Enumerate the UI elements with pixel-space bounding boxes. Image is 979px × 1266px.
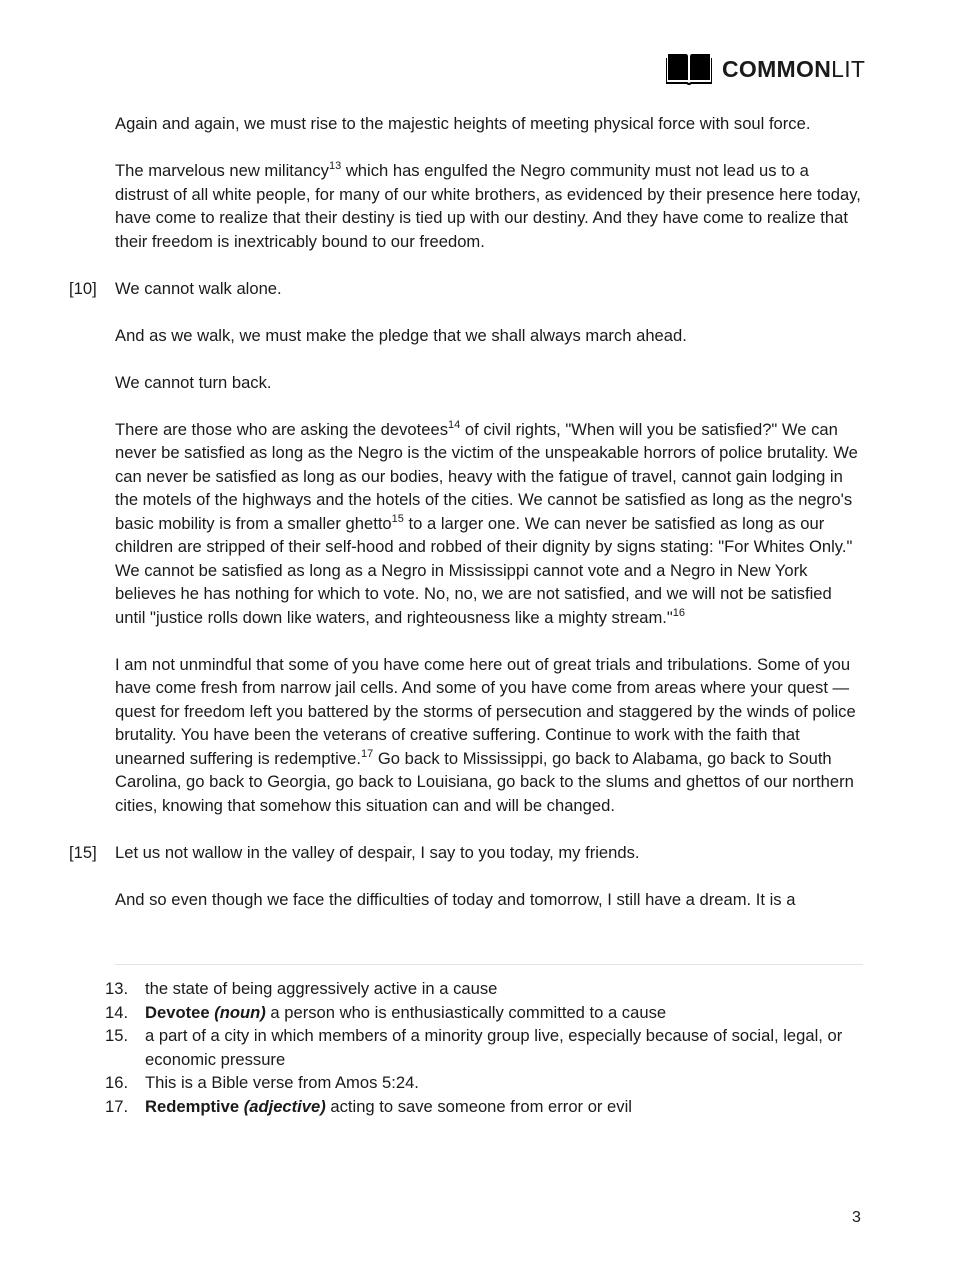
footnote-number: 16. xyxy=(105,1073,129,1092)
footnote-text: the state of being aggressively active in a cause xyxy=(145,979,498,998)
footnote-text: a part of a city in which members of a minority group live, especially because of social, legal, or economic pressure xyxy=(145,1026,843,1069)
paragraph-text: I am not unmindful that some of you have come here out of great trials and tribulations. Some of you have come fresh from narrow jail cells. And some of you have come from areas where your quest — quest for freedom left you battered by the storms of persecution and staggered by the winds of police brutality. You have been the veterans of creative suffering. Continue to work with the faith that unearned suffering is redemptive. xyxy=(115,654,856,768)
footnote-ref[interactable]: 14 xyxy=(448,418,461,431)
open-book-icon xyxy=(666,52,712,86)
paragraph-text: We cannot turn back. xyxy=(115,372,272,392)
footnote-term: Devotee xyxy=(145,1002,210,1022)
footnote-number: 14. xyxy=(105,1002,129,1022)
paragraph-number: [15] xyxy=(69,842,97,862)
paragraph xyxy=(115,159,863,253)
footnote-ref[interactable]: 16 xyxy=(672,606,686,619)
paragraph-text: And so even though we face the difficulties of today and tomorrow, I still have a dream. It is a xyxy=(115,889,796,909)
footnote-number: 15. xyxy=(105,1026,129,1045)
paragraph xyxy=(115,418,863,630)
paragraph xyxy=(69,841,863,865)
footnote-part-of-speech: (adjective) xyxy=(243,1096,326,1116)
footnote-part-of-speech: (noun) xyxy=(214,1002,266,1022)
logo-text: COMMONLIT xyxy=(722,55,866,82)
paragraph xyxy=(115,371,863,395)
paragraph-text: which has engulfed the Negro community must not lead us to a distrust of all white people, for many of our white brothers, as evidenced by their presence here today, have come to realize that their destiny is tied up with our destiny. And they have come to realize that their freedom is inextricably bound to our freedom. xyxy=(115,161,861,251)
paragraph xyxy=(115,888,863,912)
paragraph-text: of civil rights, "When will you be satisfied?" We can never be satisfied as long as the Negro is the victim of the unspeakable horrors of police brutality. We can never be satisfied as long as our bodies, heavy with the fatigue of travel, cannot gain lodging in the motels of the highways and the hotels of the cities. We cannot be satisfied as long as the negro's basic mobility is from a smaller ghetto xyxy=(115,419,858,533)
paragraph-text: Let us not wallow in the valley of despair, I say to you today, my friends. xyxy=(115,842,640,862)
paragraph xyxy=(115,653,863,818)
footnote xyxy=(105,1024,865,1071)
footnote xyxy=(105,1071,865,1095)
footnote xyxy=(105,977,865,1001)
footnote-number: 17. xyxy=(105,1096,129,1116)
footnote xyxy=(105,1095,865,1119)
paragraph-text: And as we walk, we must make the pledge that we shall always march ahead. xyxy=(115,325,687,345)
passage-body xyxy=(69,112,863,935)
paragraph-text: There are those who are asking the devotees xyxy=(115,419,449,439)
paragraph-text: Go back to Mississippi, go back to Alabama, go back to South Carolina, go back to Georgia, go back to Louisiana, go back to the slums and ghettos of our northern cities, knowing that somehow this situation can and will be changed. xyxy=(115,748,854,815)
footnote-ref[interactable]: 17 xyxy=(360,747,374,760)
paragraph xyxy=(115,112,863,136)
footnote-ref[interactable]: 13 xyxy=(328,160,342,172)
footnote-text: acting to save someone from error or evil xyxy=(325,1096,632,1116)
footnotes-list xyxy=(105,977,865,1118)
footnote-term: Redemptive xyxy=(145,1096,240,1116)
paragraph-text: Again and again, we must rise to the majestic heights of meeting physical force with soul force. xyxy=(115,114,811,133)
paragraph-text: to a larger one. We can never be satisfied as long as our children are stripped of their self-hood and robbed of their dignity by signs stating: "For Whites Only." We cannot be satisfied as long as a Negro in Mississippi cannot vote and a Negro in New York believes he has nothing for which to vote. No, no, we are not satisfied, and we will not be satisfied until "justice rolls down like waters, and righteousness like a mighty stream." xyxy=(115,513,853,627)
footnote-text: This is a Bible verse from Amos 5:24. xyxy=(145,1073,419,1092)
page-number: 3 xyxy=(852,1209,861,1226)
footnote-text: a person who is enthusiastically committed to a cause xyxy=(265,1002,667,1022)
paragraph xyxy=(69,277,863,301)
paragraph-text: We cannot walk alone. xyxy=(115,278,282,298)
paragraph xyxy=(115,324,863,348)
footnote-number: 13. xyxy=(105,979,129,998)
paragraph-number: [10] xyxy=(69,278,97,298)
footnote-ref[interactable]: 15 xyxy=(391,512,404,525)
commonlit-logo xyxy=(666,52,865,86)
footnote xyxy=(105,1001,865,1025)
footnote-divider xyxy=(115,964,863,965)
paragraph-text: The marvelous new militancy xyxy=(115,161,329,180)
